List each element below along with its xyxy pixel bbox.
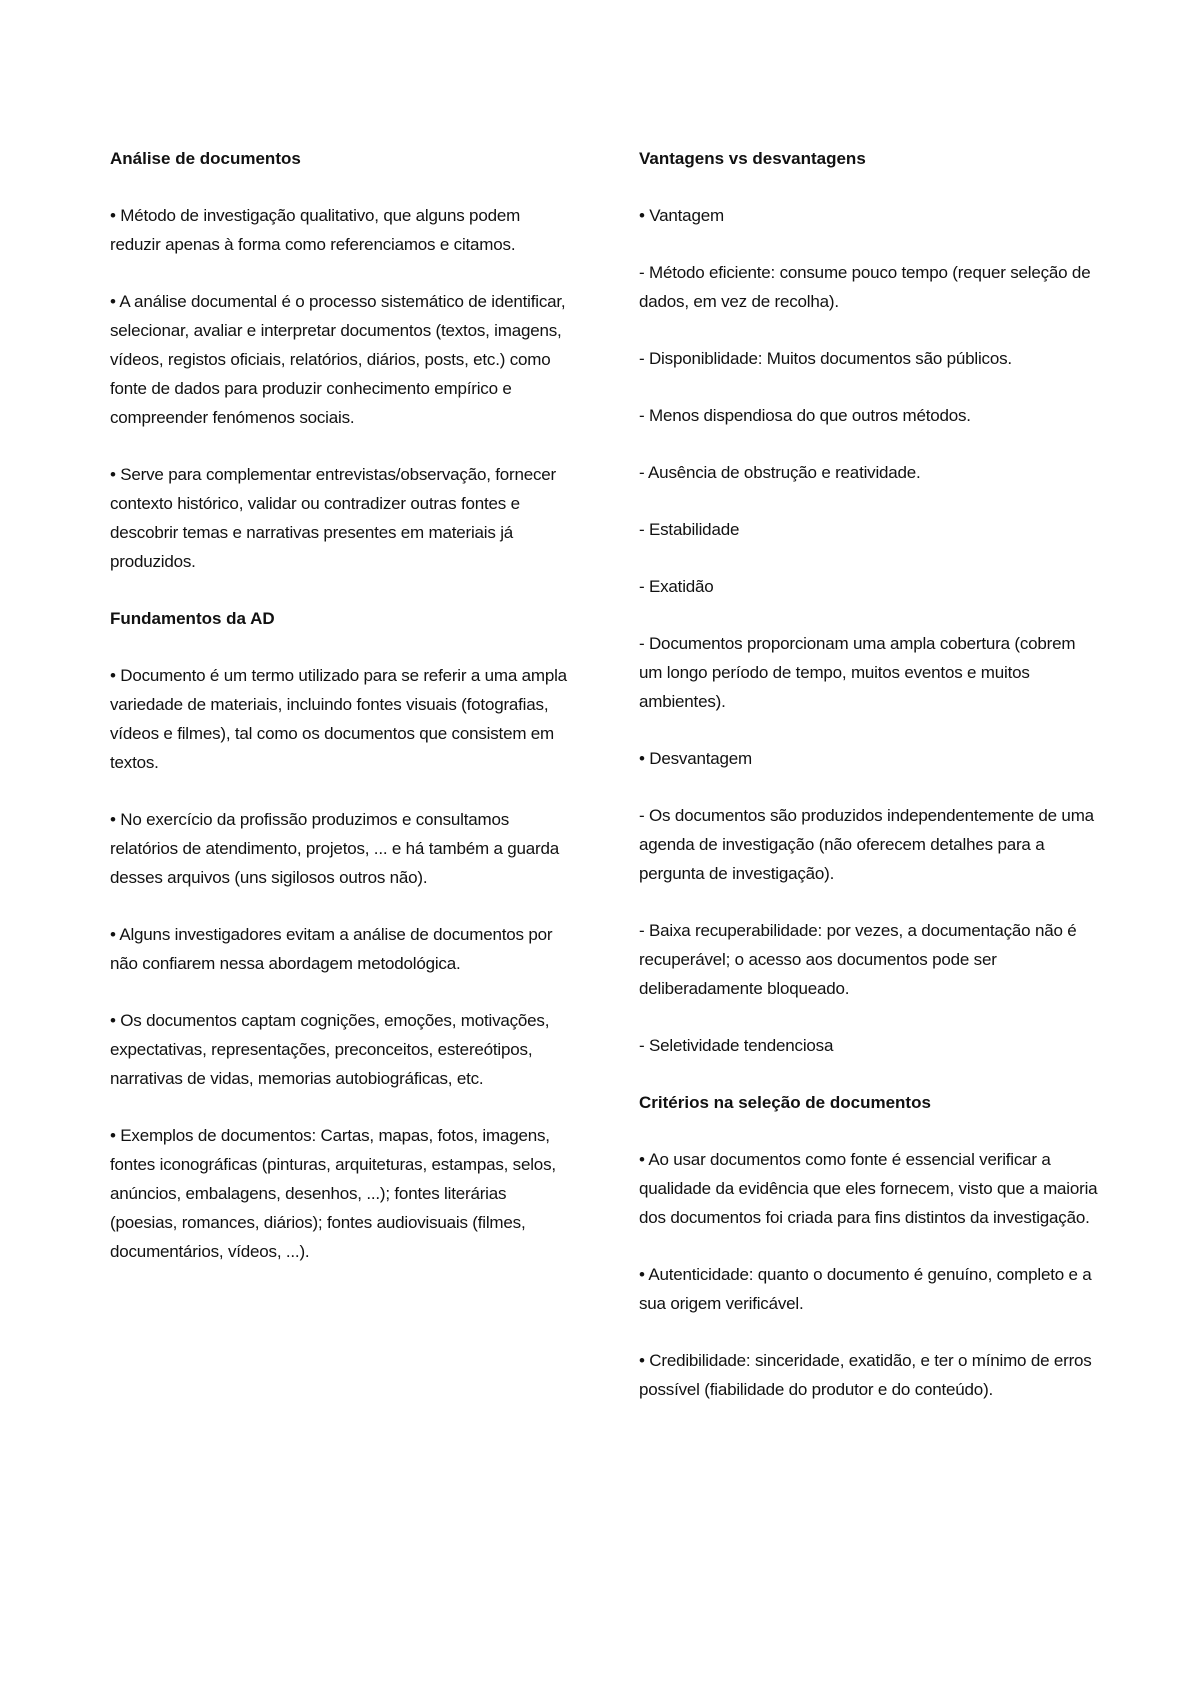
paragraph: • Autenticidade: quanto o documento é genuíno, completo e a sua origem verificável. bbox=[639, 1265, 1092, 1313]
section-heading: Fundamentos da AD bbox=[110, 609, 275, 628]
paragraph: • Serve para complementar entrevistas/observação, fornecer contexto histórico, validar ou contradizer outras fontes e descobrir temas e narrativas presentes em materiais já produzidos. bbox=[110, 465, 557, 571]
paragraph: • Desvantagem bbox=[639, 749, 752, 768]
section-heading: Vantagens vs desvantagens bbox=[639, 149, 866, 168]
paragraph: • Vantagem bbox=[639, 206, 724, 225]
paragraph: - Exatidão bbox=[639, 577, 714, 596]
paragraph: - Baixa recuperabilidade: por vezes, a documentação não é recuperável; o acesso aos documentos pode ser deliberadamente bloqueado. bbox=[639, 921, 1077, 998]
paragraph: • No exercício da profissão produzimos e consultamos relatórios de atendimento, projetos, ... e há também a guarda desses arquivos (uns sigilosos outros não). bbox=[110, 810, 559, 887]
paragraph: • Ao usar documentos como fonte é essencial verificar a qualidade da evidência que eles fornecem, visto que a maioria dos documentos foi criada para fins distintos da investigação. bbox=[639, 1150, 1098, 1227]
paragraph: • Método de investigação qualitativo, que alguns podem reduzir apenas à forma como referenciamos e citamos. bbox=[110, 206, 521, 254]
section-heading: Critérios na seleção de documentos bbox=[639, 1093, 931, 1112]
paragraph: - Os documentos são produzidos independentemente de uma agenda de investigação (não oferecem detalhes para a pergunta de investigação). bbox=[639, 806, 1094, 883]
paragraph: • Os documentos captam cognições, emoções, motivações, expectativas, representações, preconceitos, estereótipos, narrativas de vidas, memorias autobiográficas, etc. bbox=[110, 1011, 550, 1088]
paragraph: • A análise documental é o processo sistemático de identificar, selecionar, avaliar e interpretar documentos (textos, imagens, vídeos, registos oficiais, relatórios, diários, posts, etc.) como fonte de dados para produzir conhecimento empírico e compreender fenómenos sociais. bbox=[110, 292, 566, 427]
left-column bbox=[110, 144, 572, 1294]
paragraph: • Alguns investigadores evitam a análise de documentos por não confiarem nessa abordagem metodológica. bbox=[110, 925, 553, 973]
paragraph: • Exemplos de documentos: Cartas, mapas, fotos, imagens, fontes iconográficas (pinturas, arquiteturas, estampas, selos, anúncios, embalagens, desenhos, ...); fontes literárias (poesias, romances, diários); fontes audiovisuais (filmes, documentários, vídeos, ...). bbox=[110, 1126, 556, 1261]
paragraph: • Credibilidade: sinceridade, exatidão, e ter o mínimo de erros possível (fiabilidade do produtor e do conteúdo). bbox=[639, 1351, 1092, 1399]
paragraph: - Documentos proporcionam uma ampla cobertura (cobrem um longo período de tempo, muitos eventos e muitos ambientes). bbox=[639, 634, 1076, 711]
paragraph: - Método eficiente: consume pouco tempo (requer seleção de dados, em vez de recolha). bbox=[639, 263, 1091, 311]
paragraph: - Disponiblidade: Muitos documentos são públicos. bbox=[639, 349, 1012, 368]
section-heading: Análise de documentos bbox=[110, 149, 301, 168]
right-column bbox=[639, 144, 1101, 1432]
paragraph: - Menos dispendiosa do que outros métodos. bbox=[639, 406, 971, 425]
paragraph: - Ausência de obstrução e reatividade. bbox=[639, 463, 921, 482]
paragraph: • Documento é um termo utilizado para se referir a uma ampla variedade de materiais, incluindo fontes visuais (fotografias, vídeos e filmes), tal como os documentos que consistem em textos. bbox=[110, 666, 567, 772]
paragraph: - Seletividade tendenciosa bbox=[639, 1036, 834, 1055]
paragraph: - Estabilidade bbox=[639, 520, 740, 539]
